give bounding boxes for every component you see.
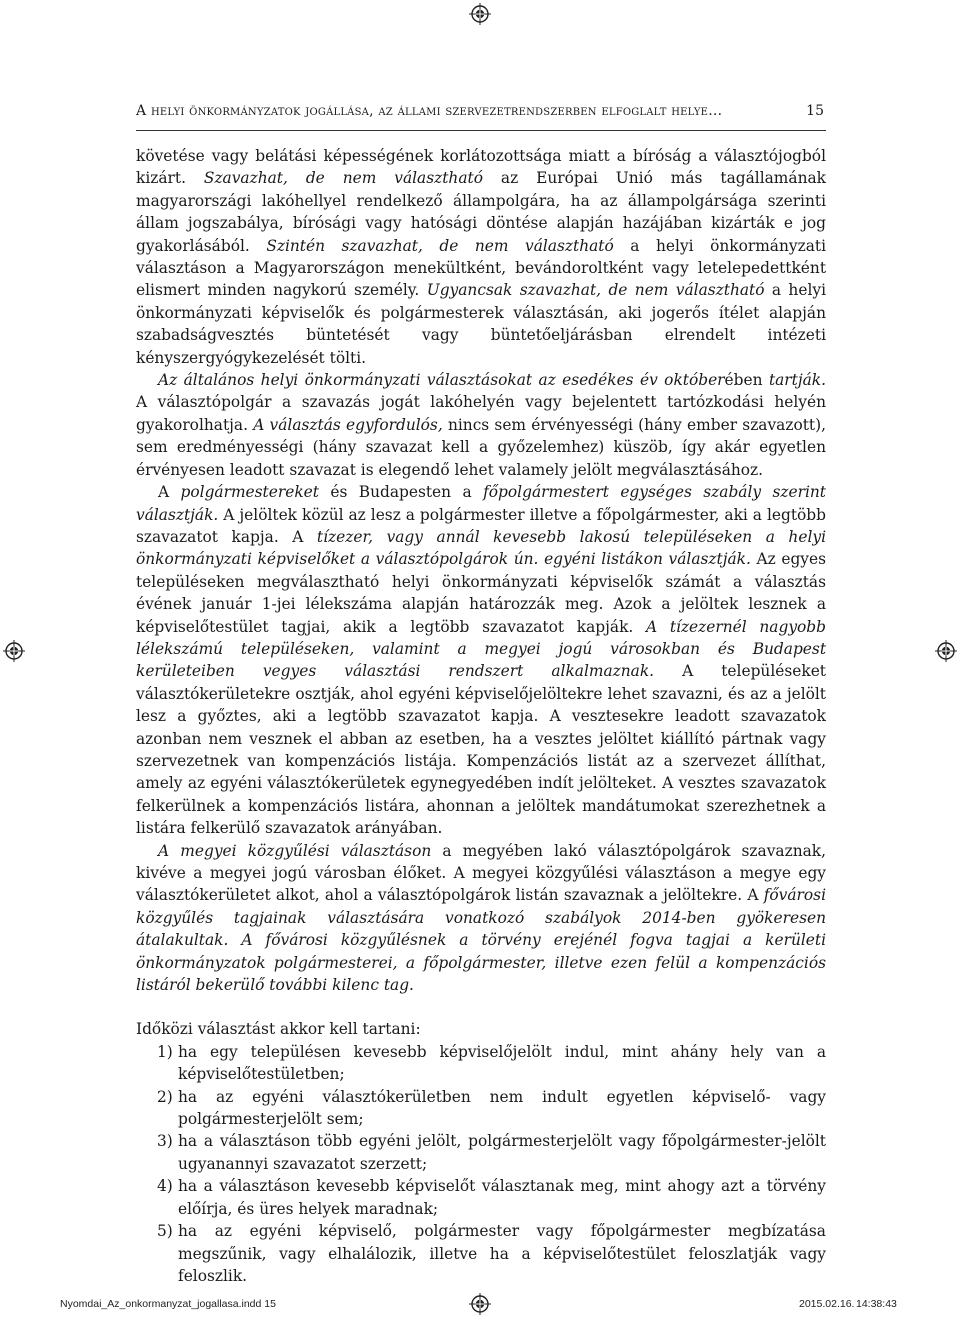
text-run: és Budapesten a bbox=[318, 483, 484, 502]
text-run: A bbox=[158, 483, 181, 502]
list-item-text: ha a választáson kevesebb képviselőt választanak meg, mint ahogy azt a törvény előírja, és üres helyek maradnak; bbox=[178, 1177, 826, 1218]
list-item-number: 3) bbox=[157, 1132, 173, 1151]
text-run: A jelöltek közül az lesz a polgármester illetve a főpolgármester, aki a legtöbb szavazatot kapja. A bbox=[136, 505, 826, 546]
paragraph bbox=[136, 145, 826, 369]
list-item bbox=[136, 1175, 826, 1220]
italic-run: főpolgármestert egységes szabály szerint választják. bbox=[136, 483, 826, 524]
header-rule bbox=[136, 130, 826, 131]
italic-run: tartják. bbox=[768, 371, 827, 390]
registration-mark-left-icon bbox=[3, 640, 25, 662]
registration-mark-top-icon bbox=[469, 3, 491, 25]
italic-run: fővárosi közgyűlés tagjainak választására vonatkozó szabályok 2014-ben gyökeresen átalakultak. A fővárosi közgyűlésnek a törvény erejénél fogva tagjai a kerületi önkormányzatok polgármesterei, a főpolgármester, illetve ezen felül a kompenzációs listáról bekerülő további kilenc tag. bbox=[136, 886, 826, 995]
body-text bbox=[136, 145, 826, 1287]
list-item-text: ha egy településen kevesebb képviselőjelölt indul, mint ahány hely van a képviselőtestületben; bbox=[178, 1042, 826, 1084]
text-run: a helyi önkormányzati képviselők és polgármesterek választásán, aki jogerős ítélet alapján szabadságvesztés büntetését vagy büntetőeljárásban elrendelt intézeti kényszergyógykezelését tölti. bbox=[136, 281, 826, 367]
text-run: a helyi önkormányzati választáson a Magyarországon menekültként, bevándoroltként vagy letelepedettként elismert minden nagykorú személy. bbox=[136, 236, 826, 300]
list-item-number: 2) bbox=[157, 1087, 173, 1106]
italic-run: tízezer, vagy annál kevesebb lakosú településeken a helyi önkormányzati képviselőket a választópolgárok ún. egyéni listákon választják. bbox=[136, 527, 826, 569]
italic-run: Szintén szavazhat, de nem választható bbox=[266, 236, 614, 255]
list-item-number: 4) bbox=[157, 1177, 173, 1196]
footer-date: 2015.02.16. bbox=[799, 1298, 855, 1310]
footer-time: 14:38:43 bbox=[856, 1298, 897, 1310]
paragraph bbox=[136, 840, 826, 997]
italic-run: Szavazhat, de nem választható bbox=[203, 169, 483, 188]
list-intro: Időközi választást akkor kell tartani: bbox=[136, 1020, 421, 1039]
italic-run: Az általános helyi önkormányzati választásokat az esedékes év október bbox=[158, 371, 725, 390]
text-run: követése vagy belátási képességének korlátozottsága miatt a bíróság a választójogból kizárt. bbox=[136, 147, 826, 188]
paragraph bbox=[136, 369, 826, 481]
italic-run: A megyei közgyűlési választáson bbox=[158, 841, 432, 860]
running-header bbox=[136, 103, 826, 123]
list-item-text: ha az egyéni képviselő, polgármester vagy főpolgármester megbízatása megszűnik, vagy elhalálozik, illetve ha a képviselőtestület feloszlatják vagy feloszlik. bbox=[178, 1222, 826, 1285]
text-run: nincs sem érvényességi (hány ember szavazott), sem eredményességi (hány szavazat kell a győzelemhez) küszöb, így akár egyetlen érvényesen leadott szavazat is elegendő lehet valamely jelölt megválasztásához. bbox=[136, 415, 826, 479]
paragraph bbox=[136, 481, 826, 840]
list-item bbox=[136, 1220, 826, 1287]
list-item-text: ha az egyéni választókerületben nem indult egyetlen képviselő- vagy polgármesterjelölt sem; bbox=[178, 1087, 826, 1129]
italic-run: A tízezernél nagyobb lélekszámú településeken, valamint a megyei jogú városokban és Budapest kerületeiben vegyes választási rendszert alkalmaznak. bbox=[136, 617, 826, 681]
text-run: A választópolgár a szavazás jogát lakóhelyén vagy bejelentett tartózkodási helyén gyakorolhatja. bbox=[136, 393, 826, 434]
by-election-conditions-list bbox=[136, 1041, 826, 1287]
text-run: a megyében lakó választópolgárok szavaznak, kivéve a megyei jogú városban élőket. A megyei közgyűlési választáson a megye egy választókerületet alkot, ahol a választópolgárok listán szavaznak a jelöltekre. A bbox=[136, 841, 827, 905]
registration-mark-bottom-icon bbox=[469, 1293, 491, 1315]
list-item bbox=[136, 1130, 826, 1175]
italic-run: polgármestereket bbox=[180, 483, 319, 502]
running-title: A helyi önkormányzatok jogállása, az állami szervezetrendszerben elfoglalt helye… bbox=[136, 103, 723, 119]
list-item-text: ha a választáson több egyéni jelölt, polgármesterjelölt vagy főpolgármester-jelölt ugyanannyi szavazatot szerzett; bbox=[178, 1132, 826, 1173]
list-item bbox=[136, 1041, 826, 1086]
text-run: az Európai Unió más tagállamának magyarországi lakóhellyel rendelkező állampolgára, ha az állampolgársága szerinti állam jogszabálya, bírósági vagy hatósági döntése alapján hazájában kizárták e jog gyakorlásából. bbox=[136, 169, 826, 255]
text-run: Az egyes településeken megválasztható helyi önkormányzati képviselők számát a választás évének január 1-jei lélekszáma alapján határozzák meg. Azok a jelöltek lesznek a képviselőtestület tagjai, akik a legtöbb szavazatot kapják. bbox=[136, 550, 826, 636]
list-item-number: 5) bbox=[157, 1222, 173, 1241]
italic-run: Ugyancsak szavazhat, de nem választható bbox=[426, 281, 765, 300]
italic-run: A választás egyfordulós, bbox=[253, 415, 443, 434]
list-item bbox=[136, 1086, 826, 1131]
page-number: 15 bbox=[806, 103, 824, 119]
text-run: ében bbox=[724, 371, 769, 390]
text-run: A településeket választókerületekre osztják, ahol egyéni képviselőjelöltekre lehet szavazni, és az a jelölt lesz a győztes, aki a legtöbb szavazatot kapja. A vesztesekre leadott szavazatok azonban nem vesznek el abban az esetben, ha a vesztes jelöltet kiállító pártnak vagy szervezetnek van kompenzációs listája. Kompenzációs listát az a szervezet állíthat, amely az egyéni választókerületek egynegyedében indít jelölteket. A vesztes szavazatok felkerülnek a kompenzációs listára, ahonnan a jelöltek mandátumokat szerezhetnek a listára felkerülő szavazatok arányában. bbox=[136, 662, 826, 838]
list-item-number: 1) bbox=[157, 1042, 173, 1061]
paragraph-group bbox=[136, 145, 826, 996]
footer-filename: Nyomdai_Az_onkormanyzat_jogallasa.indd 15 bbox=[60, 1298, 276, 1310]
registration-mark-right-icon bbox=[935, 640, 957, 662]
